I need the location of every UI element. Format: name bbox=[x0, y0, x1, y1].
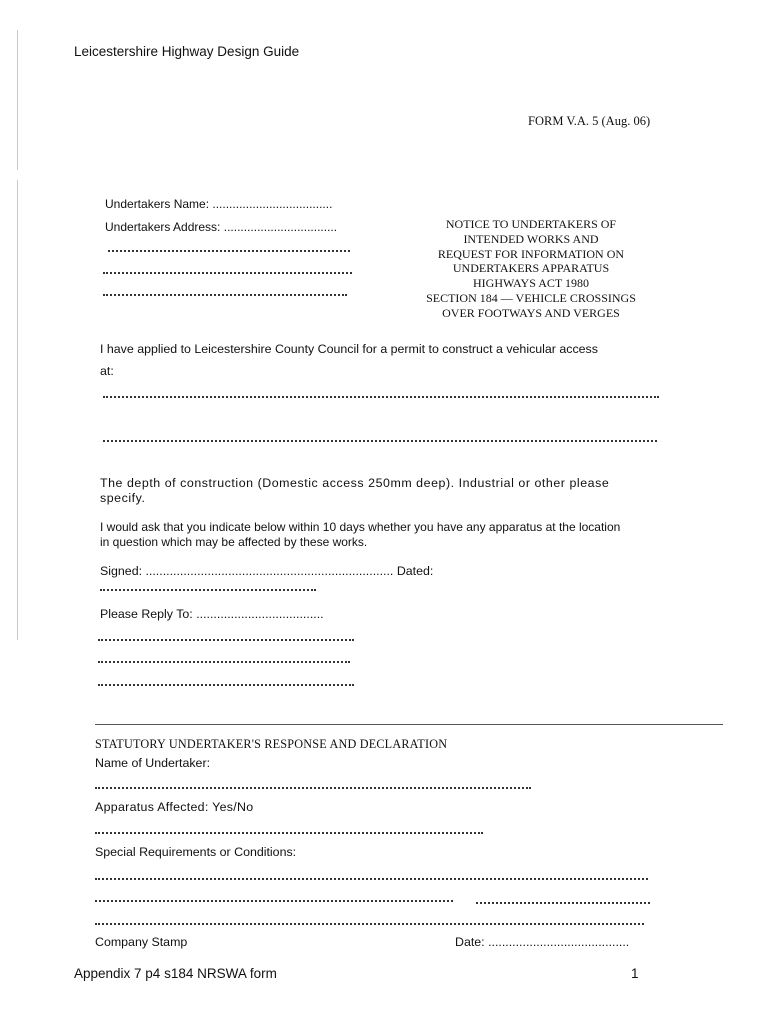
notice-line: NOTICE TO UNDERTAKERS OF bbox=[445, 217, 617, 231]
notice-line: OVER FOOTWAYS AND VERGES bbox=[442, 305, 620, 320]
notice-line: INTENDED WORKS AND bbox=[463, 231, 599, 246]
undertakers-address-dots: .................................. bbox=[223, 220, 338, 234]
response-date-dots: ......................................... bbox=[488, 935, 630, 949]
undertakers-name-dots: .................................... bbox=[212, 197, 333, 211]
section-divider bbox=[95, 724, 723, 725]
dated-label: Dated: bbox=[396, 564, 434, 578]
reply-line-2 bbox=[98, 661, 350, 663]
address-line-1 bbox=[108, 250, 350, 252]
requirements-line-2b bbox=[476, 902, 650, 904]
address-line-2 bbox=[103, 272, 352, 274]
location-line-1 bbox=[103, 396, 659, 398]
depth-text-line-1: The depth of construction (Domestic access 250mm deep). Industrial or other please bbox=[100, 476, 610, 490]
undertakers-address-field bbox=[105, 220, 337, 234]
requirements-line-3 bbox=[95, 923, 644, 925]
signed-label: Signed: bbox=[100, 564, 143, 578]
request-paragraph bbox=[100, 520, 620, 550]
reply-to-dots: ..................................... bbox=[196, 607, 324, 621]
page-header-title: Leicestershire Highway Design Guide bbox=[74, 44, 300, 59]
application-text-line-1: I have applied to Leicestershire County Council for a permit to construct a vehicular access bbox=[100, 342, 598, 356]
footer-text: Appendix 7 p4 s184 NRSWA form bbox=[74, 966, 277, 981]
depth-text-line-2: specify. bbox=[100, 491, 146, 505]
margin-rule-top bbox=[17, 30, 18, 170]
application-text-line-2: at: bbox=[100, 364, 114, 378]
reply-to-label: Please Reply To: bbox=[100, 607, 193, 621]
location-line-2 bbox=[103, 440, 657, 442]
response-heading: STATUTORY UNDERTAKER'S RESPONSE AND DECLARATION bbox=[95, 737, 448, 751]
signed-field bbox=[100, 564, 433, 578]
undertakers-name-label: Undertakers Name: bbox=[105, 197, 210, 211]
special-requirements-label: Special Requirements or Conditions: bbox=[95, 845, 297, 859]
notice-line: REQUEST FOR INFORMATION ON bbox=[437, 246, 625, 261]
response-date-field bbox=[455, 935, 629, 949]
undertaker-name-label: Name of Undertaker: bbox=[95, 756, 211, 770]
signed-dots: ........................................................................ bbox=[145, 564, 394, 578]
apparatus-line bbox=[95, 832, 483, 834]
margin-rule-bottom bbox=[17, 180, 18, 640]
apparatus-affected-label: Apparatus Affected: Yes/No bbox=[95, 800, 254, 814]
dated-line bbox=[100, 589, 316, 591]
undertakers-name-field bbox=[105, 197, 332, 211]
undertakers-address-label: Undertakers Address: bbox=[105, 220, 221, 234]
requirements-line-2a bbox=[95, 900, 453, 902]
notice-line: SECTION 184 — VEHICLE CROSSINGS bbox=[426, 290, 636, 305]
address-line-3 bbox=[103, 294, 347, 296]
depth-paragraph bbox=[100, 476, 660, 506]
undertaker-name-line bbox=[95, 787, 531, 789]
request-text-line-1: I would ask that you indicate below within 10 days whether you have any apparatus at the location bbox=[100, 520, 621, 534]
company-stamp-label: Company Stamp bbox=[95, 935, 188, 949]
notice-heading bbox=[396, 217, 666, 321]
reply-line-3 bbox=[98, 684, 354, 686]
notice-line: UNDERTAKERS APPARATUS bbox=[452, 261, 610, 276]
reply-line-1 bbox=[98, 639, 354, 641]
request-text-line-2: in question which may be affected by these works. bbox=[100, 535, 368, 549]
response-date-label: Date: bbox=[455, 935, 485, 949]
notice-line: HIGHWAYS ACT 1980 bbox=[472, 276, 589, 291]
page-number: 1 bbox=[631, 966, 639, 981]
requirements-line-1 bbox=[95, 878, 648, 880]
form-reference: FORM V.A. 5 (Aug. 06) bbox=[528, 114, 651, 128]
reply-to-field bbox=[100, 607, 324, 621]
